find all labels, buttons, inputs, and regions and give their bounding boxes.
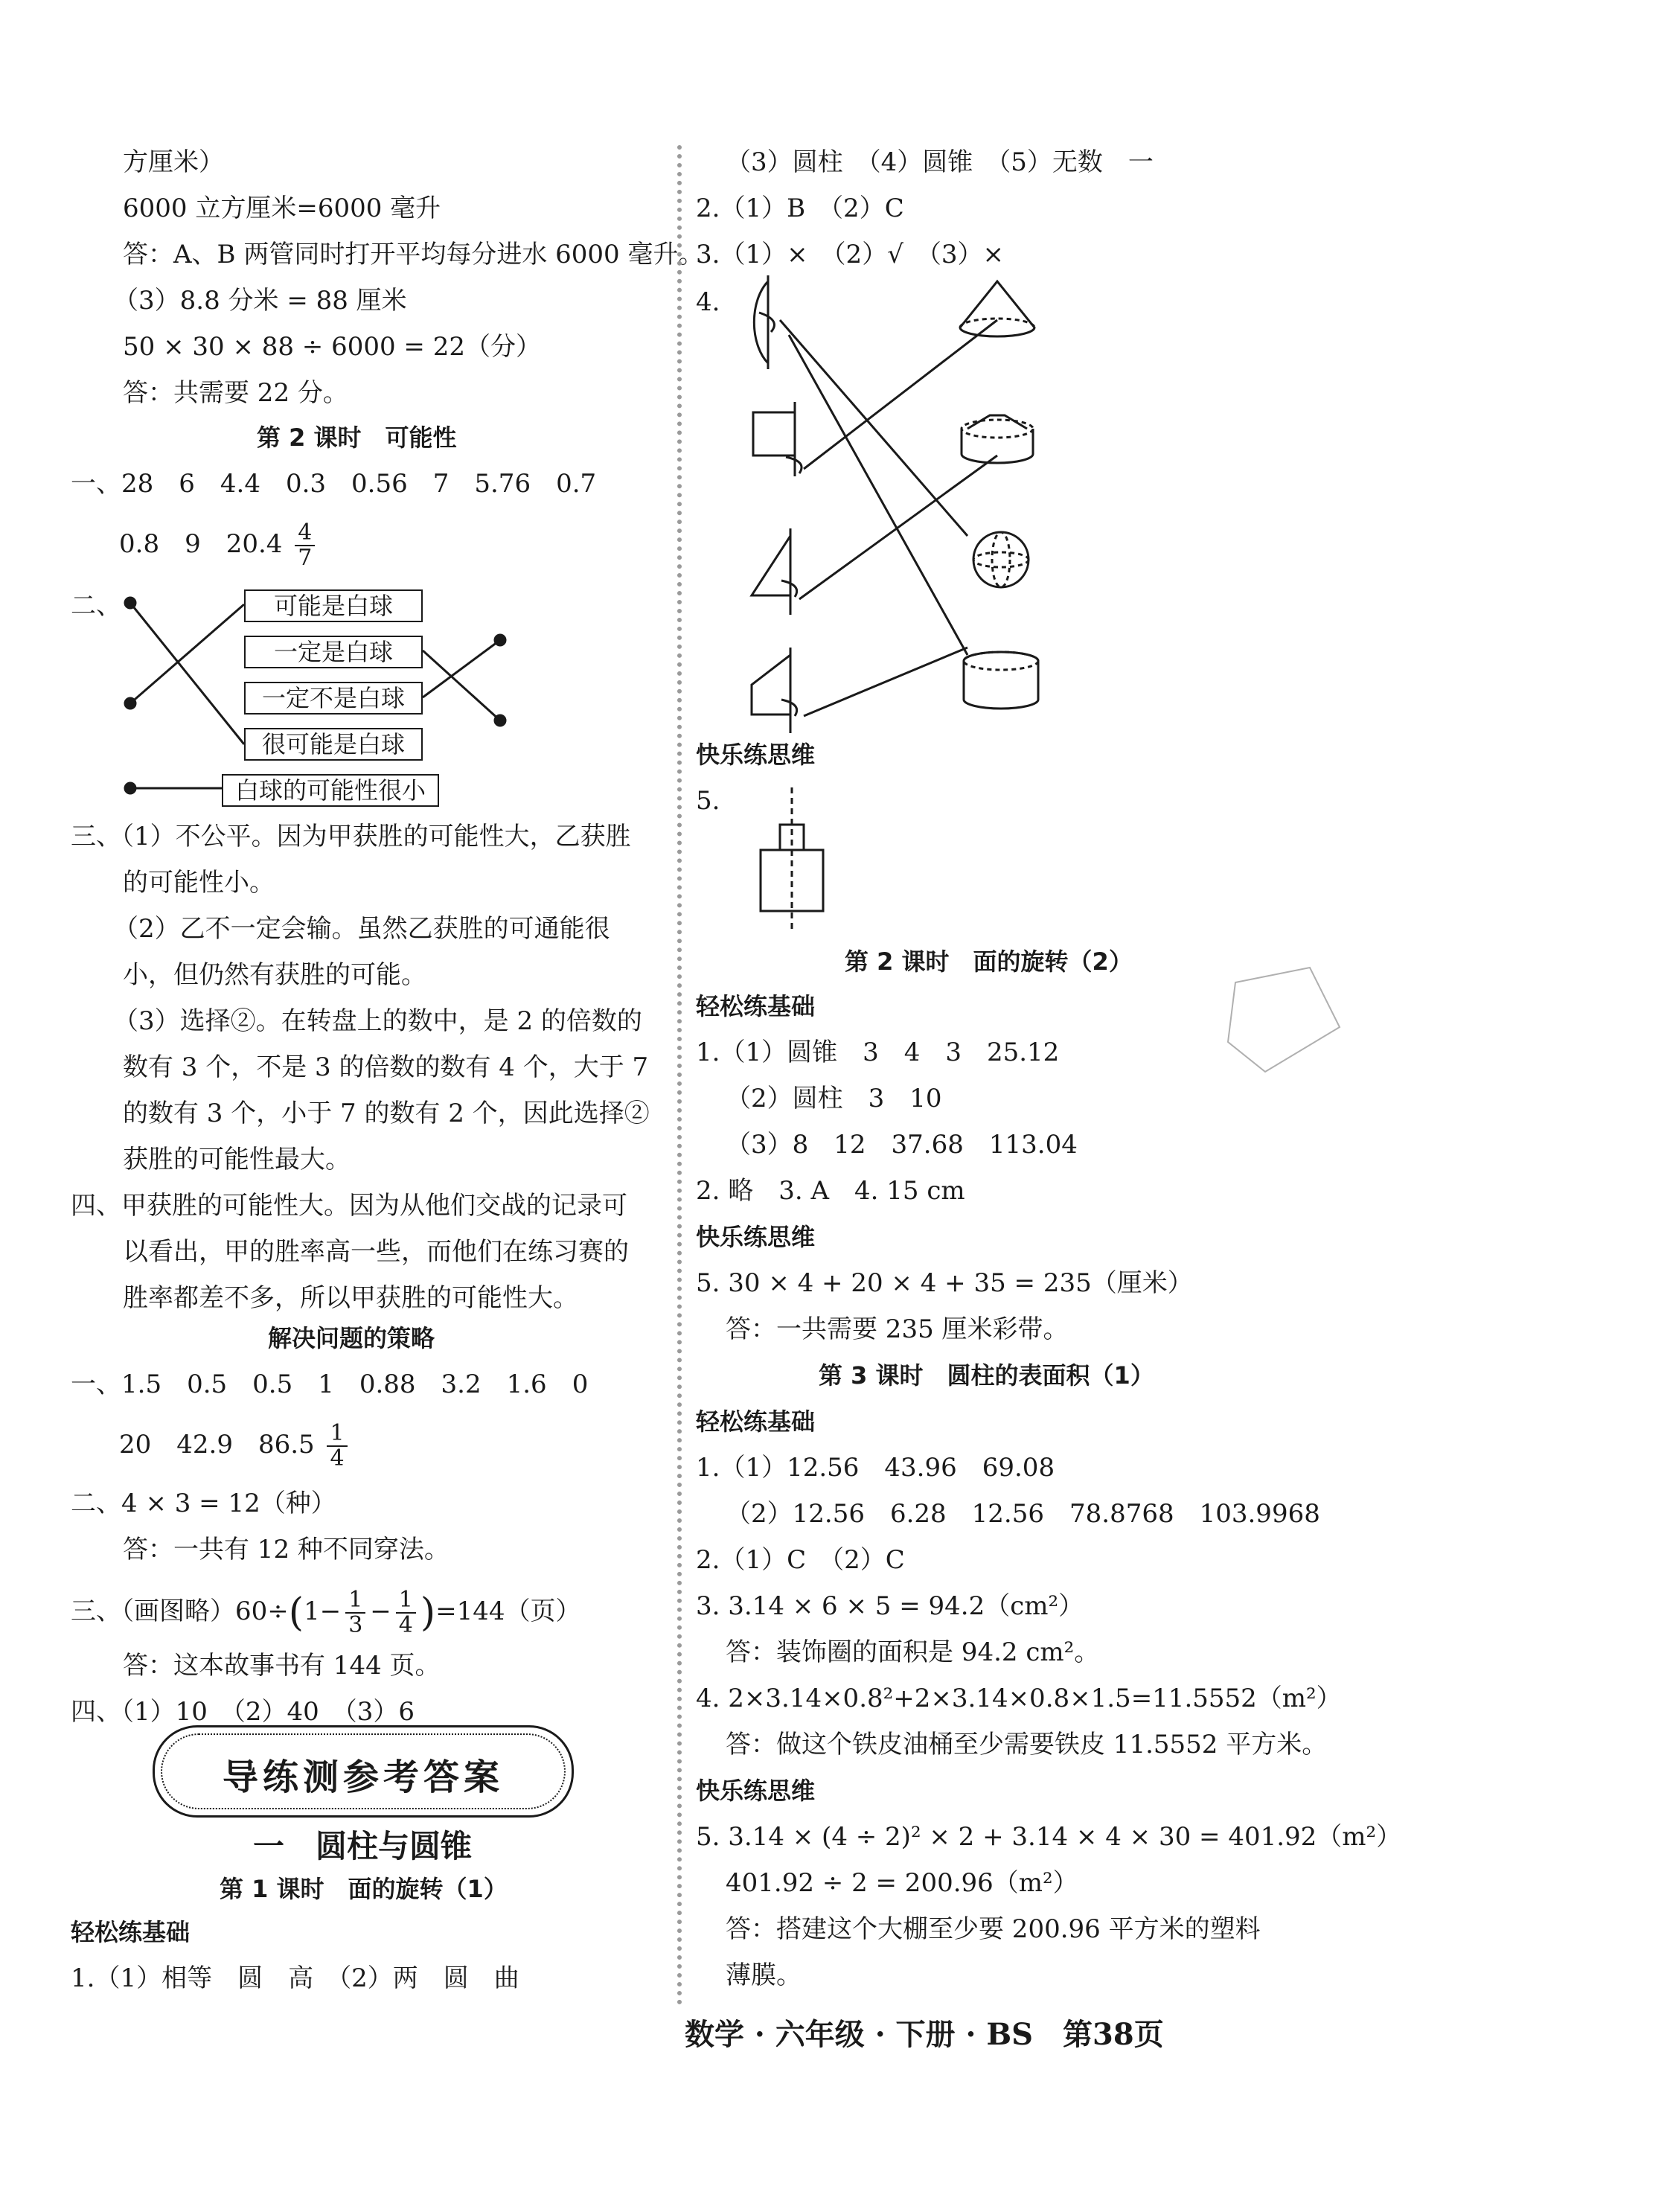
answer-line: 1.（1）12.56 43.96 69.08: [696, 1453, 1055, 1483]
answer-line: （2）12.56 6.28 12.56 78.8768 103.9968: [726, 1499, 1320, 1529]
answer-line: 三、（1）不公平。因为甲获胜的可能性大，乙获胜: [71, 822, 631, 851]
answer-line: 401.92 ÷ 2 = 200.96（m²）: [726, 1868, 1078, 1898]
fraction: $\frac{1}{3}$: [345, 1588, 365, 1637]
section-heading: 第 2 课时 面的旋转（2）: [845, 947, 1133, 976]
option-box: 很可能是白球: [244, 728, 423, 761]
banner-title: 导练测参考答案: [222, 1757, 504, 1798]
answer-line: 答：做这个铁皮油桶至少需要铁皮 11.5552 平方米。: [726, 1730, 1328, 1759]
answer-line: 一、28 6 4.4 0.3 0.56 7 5.76 0.7: [71, 469, 597, 499]
answer-line: 二、4 × 3 = 12（种）: [71, 1489, 336, 1518]
answer-line: 5. 30 × 4 + 20 × 4 + 35 = 235（厘米）: [696, 1268, 1193, 1298]
text-line: 方厘米）: [123, 147, 224, 177]
sub-heading: 快乐练思维: [696, 1223, 816, 1251]
answer-line: 4. 2×3.14×0.8²+2×3.14×0.8×1.5=11.5552（m²）: [696, 1684, 1342, 1713]
answer-line: 答：这本故事书有 144 页。: [123, 1651, 441, 1681]
text-line: （3）8.8 分米 = 88 厘米: [113, 286, 407, 316]
answer-line: 5. 3.14 × (4 ÷ 2)² × 2 + 3.14 × 4 × 30 = 401.92（m²）: [696, 1822, 1402, 1852]
sub-heading: 快乐练思维: [696, 741, 816, 769]
answer-line: （2）圆柱 3 10: [726, 1084, 942, 1113]
text-line: 答：A、B 两管同时打开平均每分进水 6000 毫升。: [123, 240, 704, 269]
fraction: $\frac{1}{4}$: [396, 1588, 416, 1637]
answer-line: 的数有 3 个，小于 7 的数有 2 个，因此选择②: [123, 1099, 650, 1128]
expression-result: =144（页）: [435, 1596, 581, 1626]
answer-line: （3）8 12 37.68 113.04: [726, 1130, 1078, 1160]
section-heading: 第 3 课时 圆柱的表面积（1）: [819, 1361, 1154, 1390]
answer-line: 2.（1）C （2）C: [696, 1545, 905, 1575]
option-box: 可能是白球: [244, 589, 423, 622]
answer-line: 3.（1）× （2）√ （3）×: [696, 240, 1004, 269]
paren: (: [288, 1591, 304, 1635]
paren: ): [420, 1591, 436, 1635]
answer-values: 0.8 9 20.4: [119, 529, 283, 559]
text-line: 50 × 30 × 88 ÷ 6000 = 22（分）: [123, 332, 541, 362]
sub-heading: 快乐练思维: [696, 1777, 816, 1805]
option-box: 一定不是白球: [244, 682, 423, 715]
answer-line: 以看出，甲的胜率高一些，而他们在练习赛的: [123, 1237, 629, 1267]
answer-line: 获胜的可能性最大。: [123, 1145, 351, 1174]
answer-line: 2.（1）B （2）C: [696, 194, 904, 223]
answer-line: 答：搭建这个大棚至少要 200.96 平方米的塑料: [726, 1914, 1261, 1944]
answer-line: 1.（1）相等 圆 高 （2）两 圆 曲: [71, 1963, 519, 1993]
answer-line: 四、（1）10 （2）40 （3）6: [71, 1697, 415, 1727]
answer-line: 胜率都差不多，所以甲获胜的可能性大。: [123, 1283, 578, 1313]
answer-values: 20 42.9 86.5: [119, 1430, 315, 1460]
answer-line: （3）选择②。在转盘上的数中，是 2 的倍数的: [113, 1006, 642, 1036]
answer-line: 答：装饰圈的面积是 94.2 cm²。: [726, 1637, 1100, 1667]
minus-sign: −: [370, 1596, 391, 1626]
answer-line: 的可能性小。: [123, 868, 275, 898]
answer-line: 薄膜。: [726, 1960, 802, 1990]
sub-heading: 轻松练基础: [696, 1407, 816, 1436]
sub-heading: 轻松练基础: [696, 992, 816, 1020]
answer-line: 1.（1）圆锥 3 4 3 25.12: [696, 1038, 1060, 1067]
text-line: 6000 立方厘米=6000 毫升: [123, 194, 441, 223]
unit-title: 一 圆柱与圆锥: [253, 1828, 473, 1864]
section-heading: 第 2 课时 可能性: [257, 423, 457, 452]
answer-line: 小，但仍然有获胜的可能。: [123, 960, 426, 990]
answer-line: 4.: [696, 287, 720, 317]
section-heading: 第 1 课时 面的旋转（1）: [220, 1875, 508, 1903]
option-box: 白球的可能性很小: [222, 774, 439, 807]
answer-line: 答：一共需要 235 厘米彩带。: [726, 1314, 1069, 1344]
answer-line: 数有 3 个，不是 3 的倍数的数有 4 个，大于 7: [123, 1052, 649, 1082]
answer-line: （3）圆柱 （4）圆锥 （5）无数 一: [726, 147, 1154, 177]
question-label: 二、: [71, 591, 121, 621]
answer-line: （2）乙不一定会输。虽然乙获胜的可通能很: [113, 914, 610, 944]
fraction: $\frac{4}{7}$: [295, 521, 315, 570]
section-heading: 解决问题的策略: [268, 1324, 435, 1352]
stamp-outline: [1228, 968, 1340, 1072]
answer-line: 5.: [696, 786, 720, 816]
sub-heading: 轻松练基础: [71, 1918, 191, 1946]
answer-line: 一、1.5 0.5 0.5 1 0.88 3.2 1.6 0: [71, 1369, 589, 1399]
option-box: 一定是白球: [244, 636, 423, 668]
answer-line: 2. 略 3. A 4. 15 cm: [696, 1176, 965, 1206]
answer-line: 答：一共有 12 种不同穿法。: [123, 1535, 450, 1564]
text-line: 答：共需要 22 分。: [123, 378, 348, 408]
answer-line: 3. 3.14 × 6 × 5 = 94.2（cm²）: [696, 1591, 1084, 1621]
answer-line: 四、甲获胜的可能性大。因为从他们交战的记录可: [71, 1191, 627, 1221]
page-footer: 数学 · 六年级 · 下册 · BS 第38页: [685, 2017, 1164, 2052]
fraction: $\frac{1}{4}$: [327, 1422, 347, 1471]
expression-one: 1−: [304, 1596, 342, 1626]
expression-prefix: 三、（画图略）60÷: [71, 1596, 289, 1626]
